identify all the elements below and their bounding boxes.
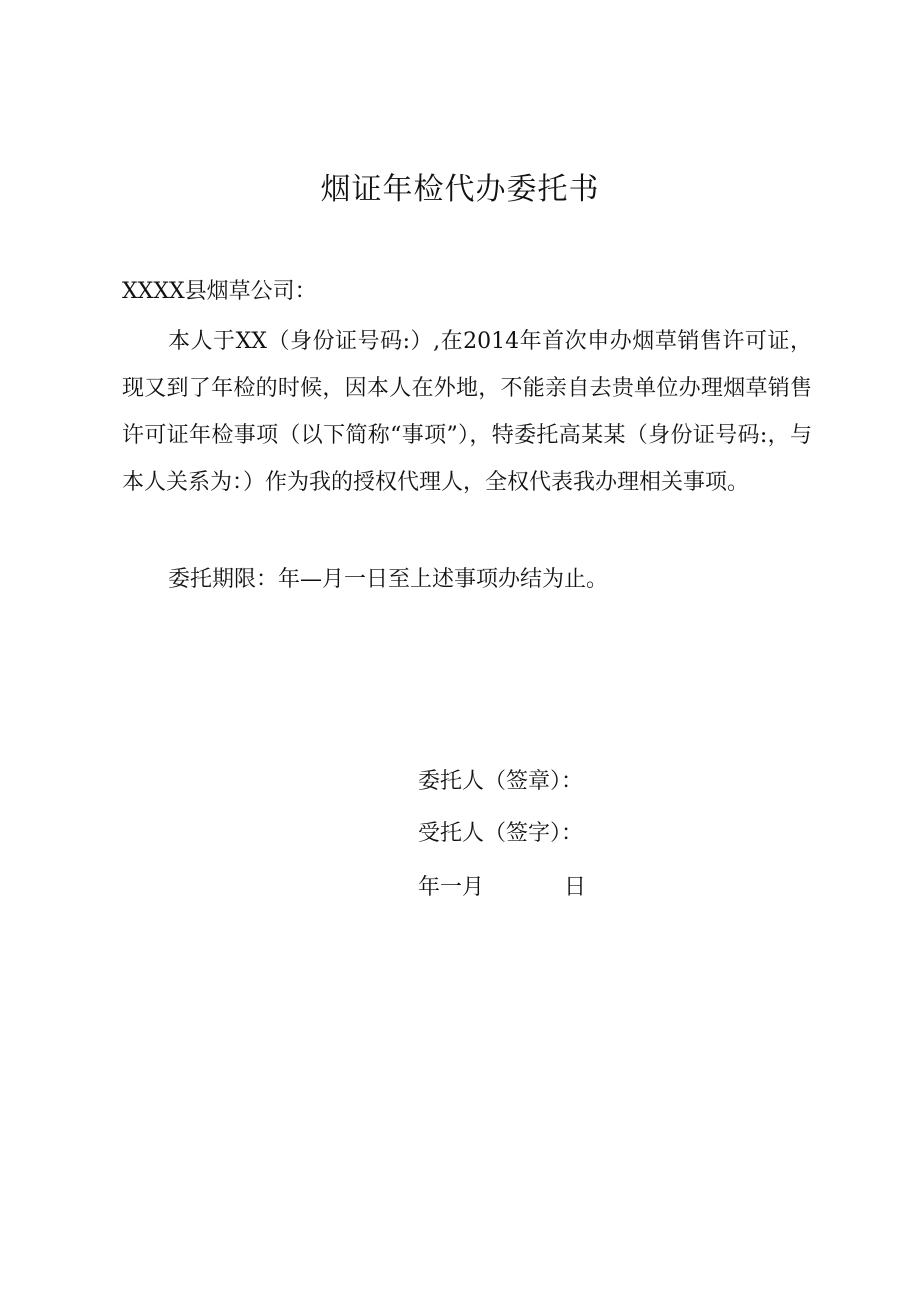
date-year-month: 年一月 [418,875,485,900]
term-paragraph: 委托期限：年—月一日至上述事项办结为止。 [168,567,609,592]
document-title: 烟证年检代办委托书 [320,172,600,207]
body-paragraph: 本人于XX（身份证号码:）,在2014年首次申办烟草销售许可证，现又到了年检的时候，因本人在外地，不能亲自去贵单位办理烟草销售许可证年检事项（以下简称“事项”），特委托高某某（身份证号码:，与本人关系为：）作为我的授权代理人，全权代表我办理相关事项。 [122,329,812,495]
date-day: 日 [564,875,587,900]
agent-signature-line: 受托人（签字）： [418,821,584,846]
principal-signature-line: 委托人（签章）： [418,769,584,794]
signature-date-line [418,868,586,908]
salutation: XXXX县烟草公司： [122,279,317,304]
